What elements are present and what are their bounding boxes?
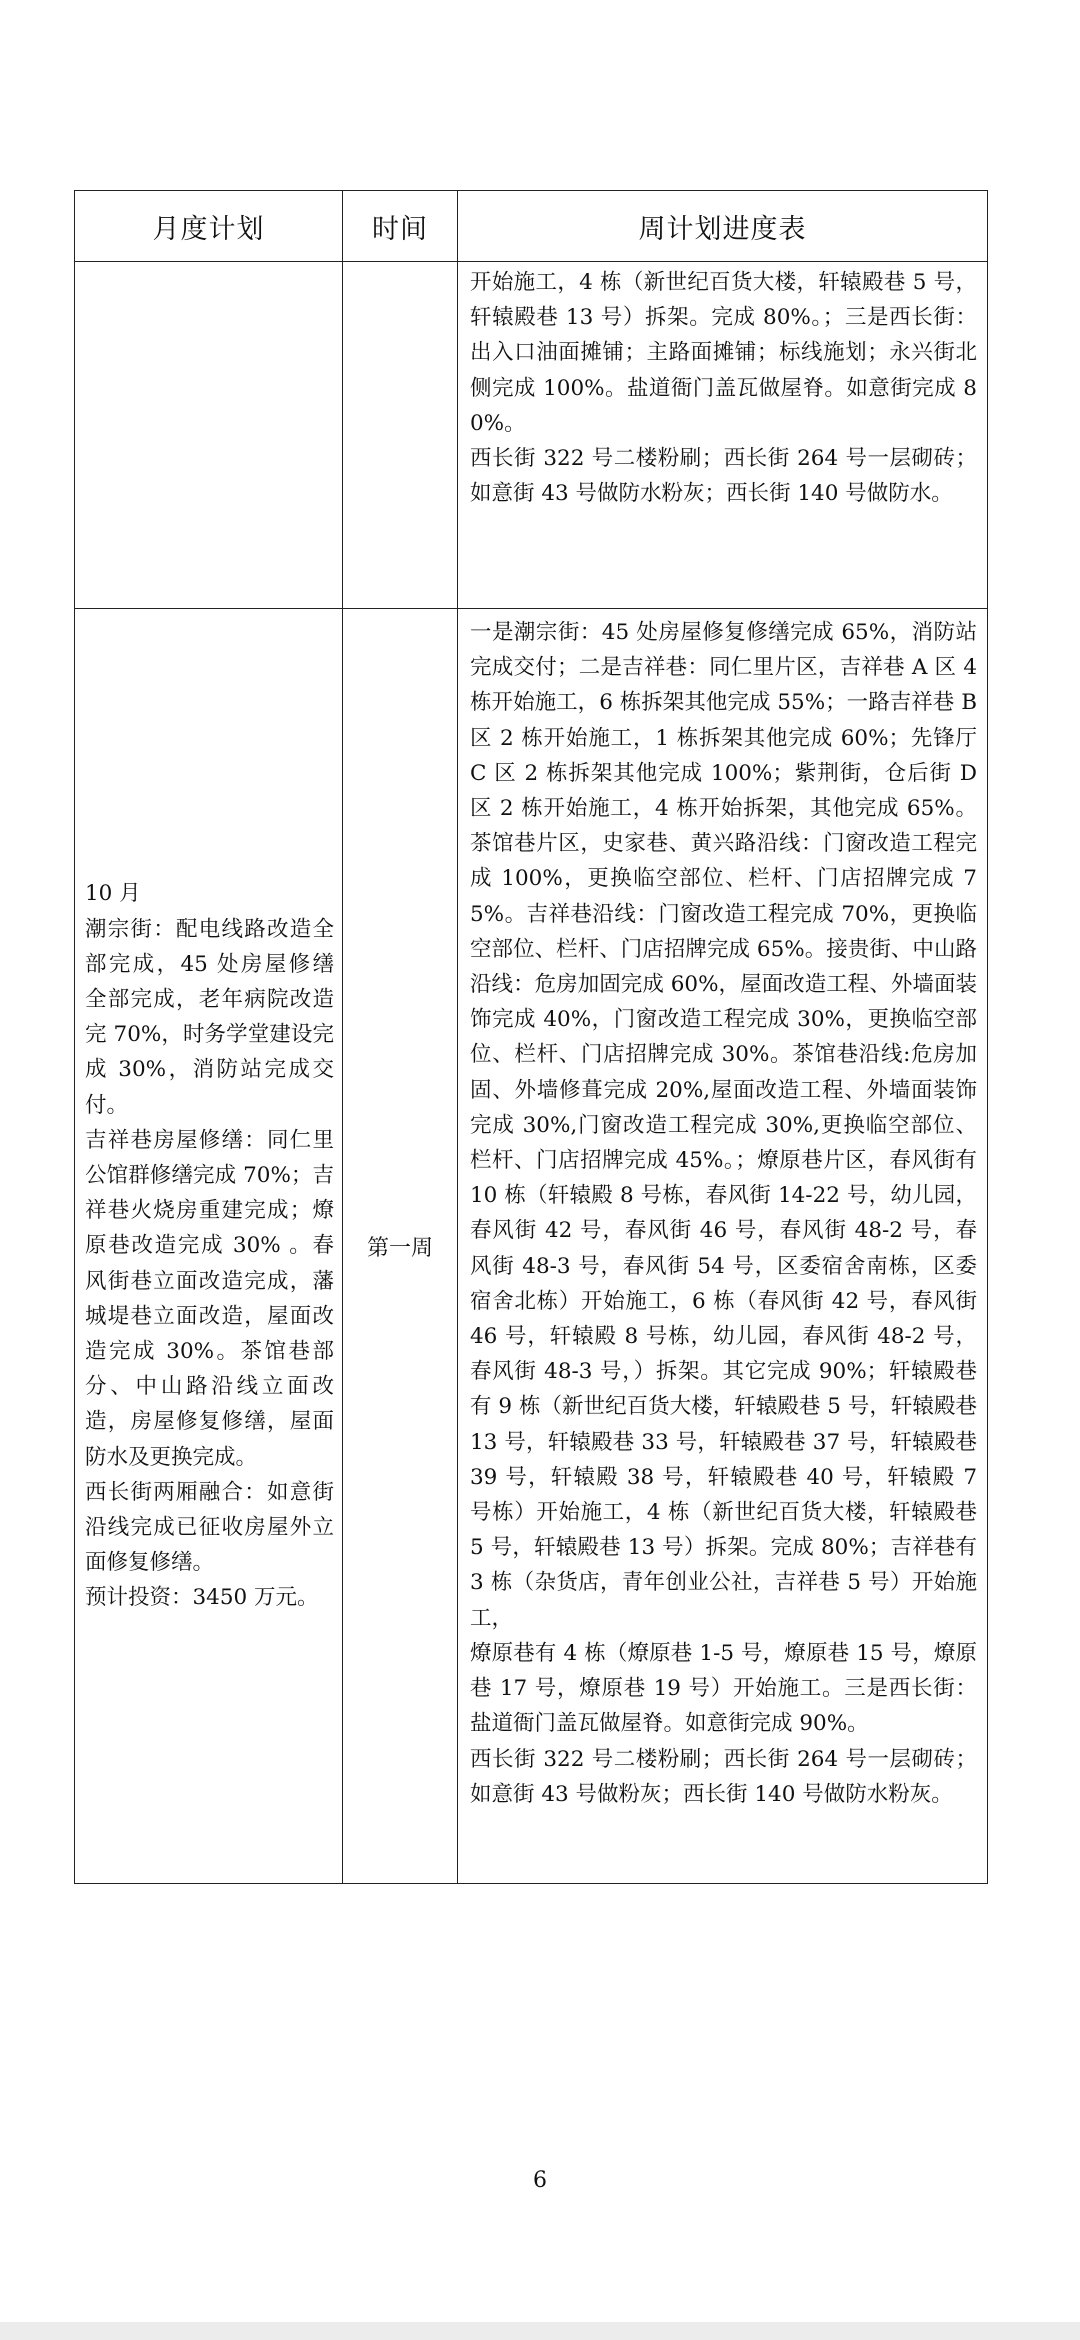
header-monthly-plan: 月度计划 [75, 191, 343, 262]
weekly-plan-table [74, 190, 988, 1884]
bottom-scroll-strip [0, 2322, 1080, 2340]
table-row [75, 262, 988, 609]
plan-paragraph: 吉祥巷房屋修缮：同仁里公馆群修缮完成 70%；吉祥巷火烧房重建完成；燎原巷改造完成 30% 。春风街巷立面改造完成，藩城堤巷立面改造，屋面改造完成 30%。茶馆巷部分、中山路沿线立面改造，房屋修复修缮，屋面防水及更换完成。 [85, 1127, 334, 1470]
table-row [75, 609, 988, 1884]
header-time: 时间 [343, 191, 458, 262]
table-header-row [75, 191, 988, 262]
progress-paragraph: 西长街 322 号二楼粉刷；西长街 264 号一层砌砖；如意街 43 号做防水粉灰；西长街 140 号做防水。 [470, 446, 977, 507]
investment-paragraph: 预计投资：3450 万元。 [85, 1585, 319, 1611]
plan-paragraph: 潮宗街：配电线路改造全部完成，45 处房屋修缮全部完成，老年病院改造完 70%，时务学堂建设完成 30%，消防站完成交付。 [85, 916, 334, 1118]
progress-paragraph: 燎原巷有 4 栋（燎原巷 1-5 号，燎原巷 15 号，燎原巷 17 号，燎原巷 19 号）开始施工。三是西长街：盐道衙门盖瓦做屋脊。如意街完成 90%。 [470, 1640, 977, 1737]
weekly-progress-cell [458, 609, 988, 1884]
monthly-plan-cell [75, 262, 343, 609]
plan-paragraph: 西长街两厢融合：如意街沿线完成已征收房屋外立面修复修缮。 [85, 1479, 334, 1576]
month-label: 10 月 [85, 881, 141, 907]
weekly-progress-cell [458, 262, 988, 609]
header-weekly-progress: 周计划进度表 [458, 191, 988, 262]
progress-paragraph: 开始施工，4 栋（新世纪百货大楼，轩辕殿巷 5 号，轩辕殿巷 13 号）拆架。完成 80%。；三是西长街：出入口油面摊铺；主路面摊铺；标线施划；永兴街北侧完成 100%。盐道衙门盖瓦做屋脊。如意街完成 80%。 [470, 270, 977, 436]
progress-paragraph: 西长街 322 号二楼粉刷；西长街 264 号一层砌砖；如意街 43 号做粉灰；西长街 140 号做防水粉灰。 [470, 1746, 977, 1807]
time-cell [343, 262, 458, 609]
progress-paragraph: 一是潮宗街：45 处房屋修复修缮完成 65%，消防站完成交付；二是吉祥巷：同仁里片区，吉祥巷 A 区 4 栋开始施工，6 栋拆架其他完成 55%；一路吉祥巷 B 区 2 栋开始施工，1 栋拆架其他完成 60%；先锋厅 C 区 2 栋拆架其他完成 100%；紫荆街，仓后街 D 区 2 栋开始施工，4 栋开始拆架，其他完成 65%。茶馆巷片区，史家巷、黄兴路沿线：门窗改造工程完成 100%，更换临空部位、栏杆、门店招牌完成 75%。吉祥巷沿线：门窗改造工程完成 70%，更换临空部位、栏杆、门店招牌完成 65%。接贵街、中山路沿线：危房加固完成 60%，屋面改造工程、外墙面装饰完成 40%，门窗改造工程完成 30%，更换临空部位、栏杆、门店招牌完成 30%。茶馆巷沿线:危房加固、外墙修葺完成 20%,屋面改造工程、外墙面装饰完成 30%,门窗改造工程完成 30%,更换临空部位、栏杆、门店招牌完成 45%。；燎原巷片区，春风街有 10 栋（轩辕殿 8 号栋，春风街 14-22 号，幼儿园，春风街 42 号，春风街 46 号，春风街 48-2 号，春风街 48-3 号，春风街 54 号，区委宿舍南栋，区委宿舍北栋）开始施工，6 栋（春风街 42 号，春风街 46 号，轩辕殿 8 号栋，幼儿园，春风街 48-2 号，春风街 48-3 号，）拆架。其它完成 90%；轩辕殿巷有 9 栋（新世纪百货大楼，轩辕殿巷 5 号，轩辕殿巷 13 号，轩辕殿巷 33 号，轩辕殿巷 37 号，轩辕殿巷 39 号，轩辕殿 38 号，轩辕殿巷 40 号，轩辕殿 7 号栋）开始施工，4 栋（新世纪百货大楼，轩辕殿巷 5 号，轩辕殿巷 13 号）拆架。完成 80%；吉祥巷有 3 栋（杂货店，青年创业公社，吉祥巷 5 号）开始施工， [470, 620, 977, 1631]
time-cell: 第一周 [343, 609, 458, 1884]
page-number: 6 [533, 2168, 547, 2193]
monthly-plan-cell [75, 609, 343, 1884]
